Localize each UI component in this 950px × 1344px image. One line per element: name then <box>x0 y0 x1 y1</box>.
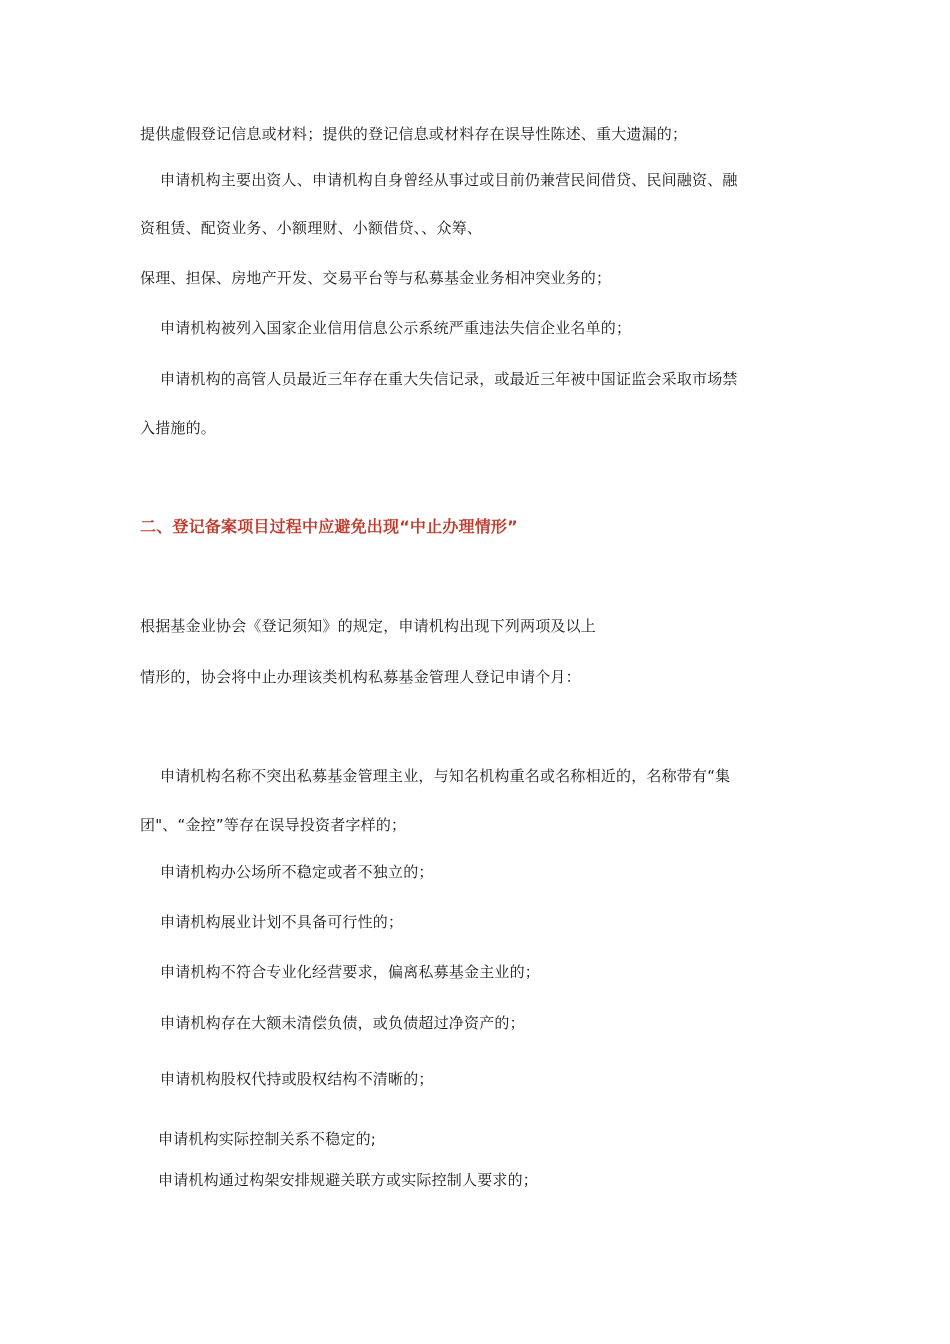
paragraph-line: 保理、担保、房地产开发、交易平台等与私募基金业务相冲突业务的； <box>140 269 612 287</box>
intro-line: 根据基金业协会《登记须知》的规定，申请机构出现下列两项及以上 <box>140 617 597 635</box>
paragraph-line: 申请机构主要出资人、申请机构自身曾经从事过或目前仍兼营民间借贷、民间融资、融 <box>160 171 738 189</box>
list-item: 申请机构实际控制关系不稳定的; <box>158 1130 377 1148</box>
list-item: 申请机构股权代持或股权结构不清晰的； <box>160 1070 434 1088</box>
list-item: 申请机构展业计划不具备可行性的； <box>160 913 404 931</box>
list-item: 申请机构名称不突出私募基金管理主业，与知名机构重名或名称相近的，名称带有“集 <box>160 767 731 785</box>
paragraph-line: 提供虚假登记信息或材料；提供的登记信息或材料存在误导性陈述、重大遗漏的； <box>140 125 688 143</box>
list-item: 团"、“金控”等存在误导投资者字样的； <box>140 816 407 834</box>
list-item: 申请机构不符合专业化经营要求，偏离私募基金主业的； <box>160 963 541 981</box>
section-heading: 二、登记备案项目过程中应避免出现“中止办理情形” <box>140 517 518 536</box>
paragraph-line: 资租赁、配资业务、小额理财、小额借贷、、众筹、 <box>140 219 483 237</box>
paragraph-line: 申请机构被列入国家企业信用信息公示系统严重违法失信企业名单的； <box>160 319 632 337</box>
list-item: 申请机构办公场所不稳定或者不独立的； <box>160 863 434 881</box>
list-item: 申请机构存在大额未清偿负债，或负债超过净资产的； <box>160 1014 525 1032</box>
paragraph-line: 入措施的。 <box>140 419 217 437</box>
paragraph-line: 申请机构的高管人员最近三年存在重大失信记录，或最近三年被中国证监会采取市场禁 <box>160 370 738 388</box>
intro-line: 情形的，协会将中止办理该类机构私募基金管理人登记申请个月： <box>140 668 581 686</box>
list-item: 申请机构通过构架安排规避关联方或实际控制人要求的； <box>158 1171 539 1189</box>
